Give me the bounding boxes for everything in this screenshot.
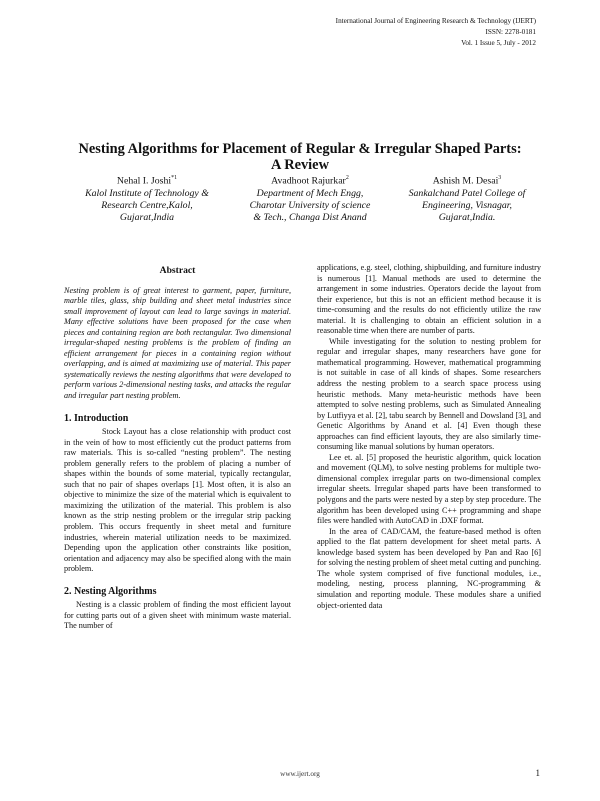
issn: ISSN: 2278-0181 — [485, 28, 536, 36]
journal-header — [336, 16, 536, 49]
author-affiliation: Charotar University of science — [249, 200, 371, 212]
author-affiliation: & Tech., Changa Dist Anand — [253, 212, 367, 224]
volume-issue: Vol. 1 Issue 5, July - 2012 — [461, 39, 536, 47]
author-sup: 2 — [345, 175, 349, 181]
author-1 — [52, 172, 242, 225]
footer-url: www.ijert.org — [280, 770, 320, 778]
author-3 — [372, 172, 562, 225]
title-line-2: A Review — [271, 157, 329, 173]
page-number: 1 — [535, 768, 540, 778]
body-paragraph: Lee et. al. [5] proposed the heuristic algorithm, quick location and movement (QLM), to solve nesting problems for multiple two-dimensional complex irregular parts on two-dimensional complex irregular sheets. Irregular shaped parts have been transformed to polygons and the parts were nested by a step by step procedure. The algorithm has been developed using C++ programming and shape files were handled with AutoCAD in .DXF format. — [317, 452, 541, 526]
nesting-algorithms-text: Nesting is a classic problem of finding the most efficient layout for cutting parts out of a given sheet with minimum waste material. The number of — [64, 600, 291, 631]
section-heading-introduction: 1. Introduction — [64, 412, 129, 424]
author-name: Ashish M. Desai — [432, 175, 499, 187]
left-column — [64, 262, 291, 632]
author-sup: *1 — [171, 175, 178, 181]
author-name: Avadhoot Rajurkar — [271, 175, 346, 187]
author-affiliation: Sankalchand Patel College of — [408, 187, 526, 199]
author-affiliation: Research Centre,Kalol, — [101, 200, 193, 212]
author-affiliation: Gujarat,India. — [438, 212, 496, 224]
author-name: Nehal I. Joshi — [116, 175, 172, 187]
abstract-text: Nesting problem is of great interest to garment, paper, furniture, marble tiles, glass, ship building and sheet metal industries since small improvement of layout can lead to large savings in material. Many effective solutions have been proposed for the case when pieces and containing region are both rectangular. Two dimensional irregular-shaped nesting problems is the problem of finding an efficient arrangement for pieces in a containing region without overlapping, and is aimed at maximizing use of material. This paper systematically reviews the nesting algorithms that were developed to perform various 2-dimensional nesting tasks, and attacks the regular and irregular part nesting problem. — [64, 285, 291, 401]
body-paragraph: applications, e.g. steel, clothing, shipbuilding, and furniture industry is numerous [1]. Manual methods are used to determine the arrangement in some industries. Operators decide the layout from their experience, but this is not an efficient method because it is time-consuming and the results do not efficiently utilize the raw material. It is challenging to obtain an efficient solution in a reasonable time when there are number of parts. — [317, 263, 541, 336]
body-paragraph: In the area of CAD/CAM, the feature-based method is often applied to the flat pattern development for sheet metal parts. A knowledge based system has been developed by Pan and Rao [6] for solving the nesting problem of sheet metal cutting and punching. The whole system comprised of five functional modules, i.e., modeling, nesting, process planning, NC-programming & simulation and reporting module. These modules share a unified object-oriented data — [317, 526, 541, 610]
introduction-text: Stock Layout has a close relationship with product cost in the vein of how to most efficiently cut the product patterns from raw materials. This is so-called “nesting problem”. The nesting problem generally refers to the problem of placing a number of shapes within the bounds of some material, typically rectangular, such that no pair of shapes overlaps [1]. Most often, it is also an objective to minimize the size of the material which is equivalent to maximizing the utilization of the material. This problem is also known as the strip nesting problem or the irregular strip packing problem. This occurs frequently in sheet metal and furniture industries, wherein material utilization needs to be maximized. Depending upon the application other constraints like position, orientation and adjacency may also be specified along with the main problem. — [64, 427, 291, 574]
title-line-1: Nesting Algorithms for Placement of Regular & Irregular Shaped Parts: — [78, 141, 522, 157]
author-sup: 3 — [498, 175, 502, 181]
right-column — [317, 263, 541, 611]
paper-title — [60, 141, 540, 173]
author-affiliation: Department of Mech Engg, — [256, 187, 364, 199]
journal-name: International Journal of Engineering Research & Technology (IJERT) — [335, 17, 536, 25]
body-paragraph: While investigating for the solution to nesting problem for regular and irregular shapes, many researchers have gone for mathematical programming. However, mathematical programming is not suitable in case of all kinds of shapes. Some researchers address the nesting problem to a search space process using heuristic methods. Many meta-heuristic methods have been attempted to solve nesting problems, such as Simulated Annealing by Lutfiyya et al. [2], tabu search by Bennell and Dowsland [3], and Genetic Algorithms by Anand et al. [4] Even though these approaches can find efficient layouts, they are also similarly time-consuming like manual solutions by human operators. — [317, 336, 541, 452]
author-affiliation: Gujarat,India — [119, 212, 175, 224]
abstract-heading: Abstract — [159, 265, 196, 276]
section-heading-nesting-algorithms: 2. Nesting Algorithms — [64, 585, 157, 597]
author-affiliation: Engineering, Visnagar, — [422, 200, 512, 212]
author-affiliation: Kalol Institute of Technology & — [85, 187, 209, 199]
